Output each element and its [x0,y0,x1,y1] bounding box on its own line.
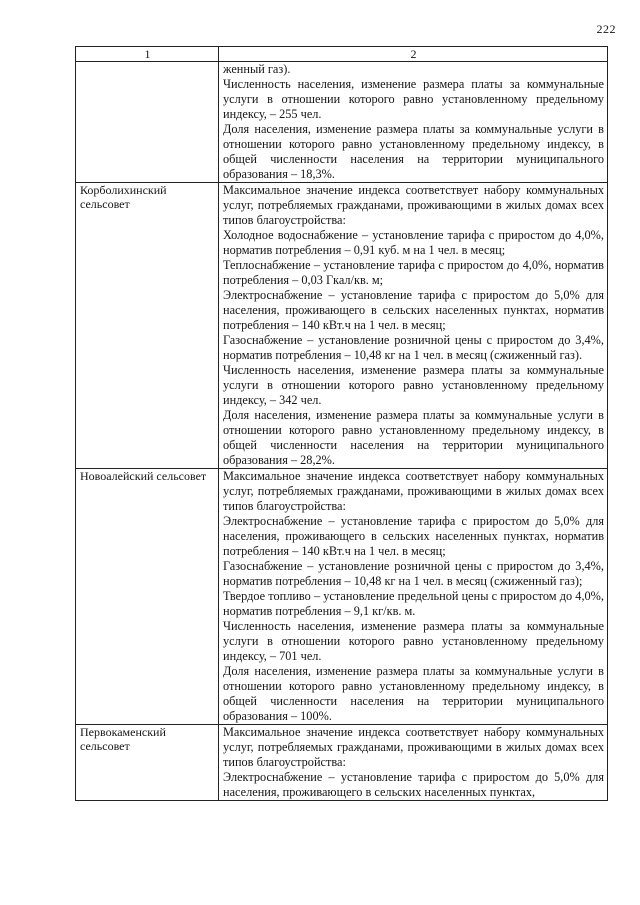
description-paragraph: Максимальное значение индекса соответствует набору коммунальных услуг, потребляемых гражданами, проживающими в жилых домах всех типов благоустройства: [223,183,604,227]
description-paragraph: Численность населения, изменение размера платы за коммунальные услуги в отношении которого равно установленному предельному индексу, – 255 чел. [223,77,604,121]
table-header-row [76,47,608,62]
description-paragraph: Газоснабжение – установление розничной цены с приростом до 3,4%, норматив потребления – 10,48 кг на 1 чел. в месяц (сжиженный газ). [223,333,604,362]
index-description [219,725,608,801]
description-paragraph: Доля населения, изменение размера платы за коммунальные услуги в отношении которого равно установленному предельному индексу, в общей численности населения на территории муниципального образования – 100%. [223,664,604,723]
description-paragraph: Газоснабжение – установление розничной цены с приростом до 3,4%, норматив потребления – 10,48 кг на 1 чел. в месяц (сжиженный газ); [223,559,604,588]
municipality-name: Новоалейский сельсовет [76,469,219,725]
description-paragraph: Численность населения, изменение размера платы за коммунальные услуги в отношении которого равно установленному предельному индексу, – 701 чел. [223,619,604,663]
index-description [219,183,608,469]
column-header-2: 2 [219,47,608,62]
municipality-name: Корболихинский сельсовет [76,183,219,469]
description-paragraph: Электроснабжение – установление тарифа с приростом до 5,0% для населения, проживающего в сельских населенных пунктах, норматив потребления – 140 кВт.ч на 1 чел. в месяц; [223,514,604,558]
table-row [76,183,608,469]
column-header-1: 1 [76,47,219,62]
description-paragraph: Холодное водоснабжение – установление тарифа с приростом до 4,0%, норматив потребления – 0,91 куб. м на 1 чел. в месяц; [223,228,604,257]
description-paragraph: Электроснабжение – установление тарифа с приростом до 5,0% для населения, проживающего в сельских населенных пунктах, норматив потребления – 140 кВт.ч на 1 чел. в месяц; [223,288,604,332]
description-paragraph: Твердое топливо – установление предельной цены с приростом до 4,0%, норматив потребления – 9,1 кг/кв. м. [223,589,604,618]
municipal-index-table [75,46,608,801]
description-paragraph: Доля населения, изменение размера платы за коммунальные услуги в отношении которого равно установленному предельному индексу, в общей численности населения на территории муниципального образования – 18,3%. [223,122,604,181]
table-row [76,725,608,801]
description-paragraph: Максимальное значение индекса соответствует набору коммунальных услуг, потребляемых гражданами, проживающими в жилых домах всех типов благоустройства: [223,725,604,769]
description-paragraph: Электроснабжение – установление тарифа с приростом до 5,0% для населения, проживающего в сельских населенных пунктах, [223,770,604,799]
description-paragraph: Численность населения, изменение размера платы за коммунальные услуги в отношении которого равно установленному предельному индексу, – 342 чел. [223,363,604,407]
description-paragraph: Теплоснабжение – установление тарифа с приростом до 4,0%, норматив потребления – 0,03 Гкал/кв. м; [223,258,604,287]
description-paragraph: женный газ). [223,62,291,76]
table-row [76,469,608,725]
municipality-name: Первокаменский сельсовет [76,725,219,801]
table-row [76,62,608,183]
description-paragraph: Максимальное значение индекса соответствует набору коммунальных услуг, потребляемых гражданами, проживающими в жилых домах всех типов благоустройства: [223,469,604,513]
page-number: 222 [596,22,616,36]
index-description [219,469,608,725]
municipality-name [76,62,219,183]
index-description [219,62,608,183]
description-paragraph: Доля населения, изменение размера платы за коммунальные услуги в отношении которого равно установленному предельному индексу, в общей численности населения на территории муниципального образования – 28,2%. [223,408,604,467]
